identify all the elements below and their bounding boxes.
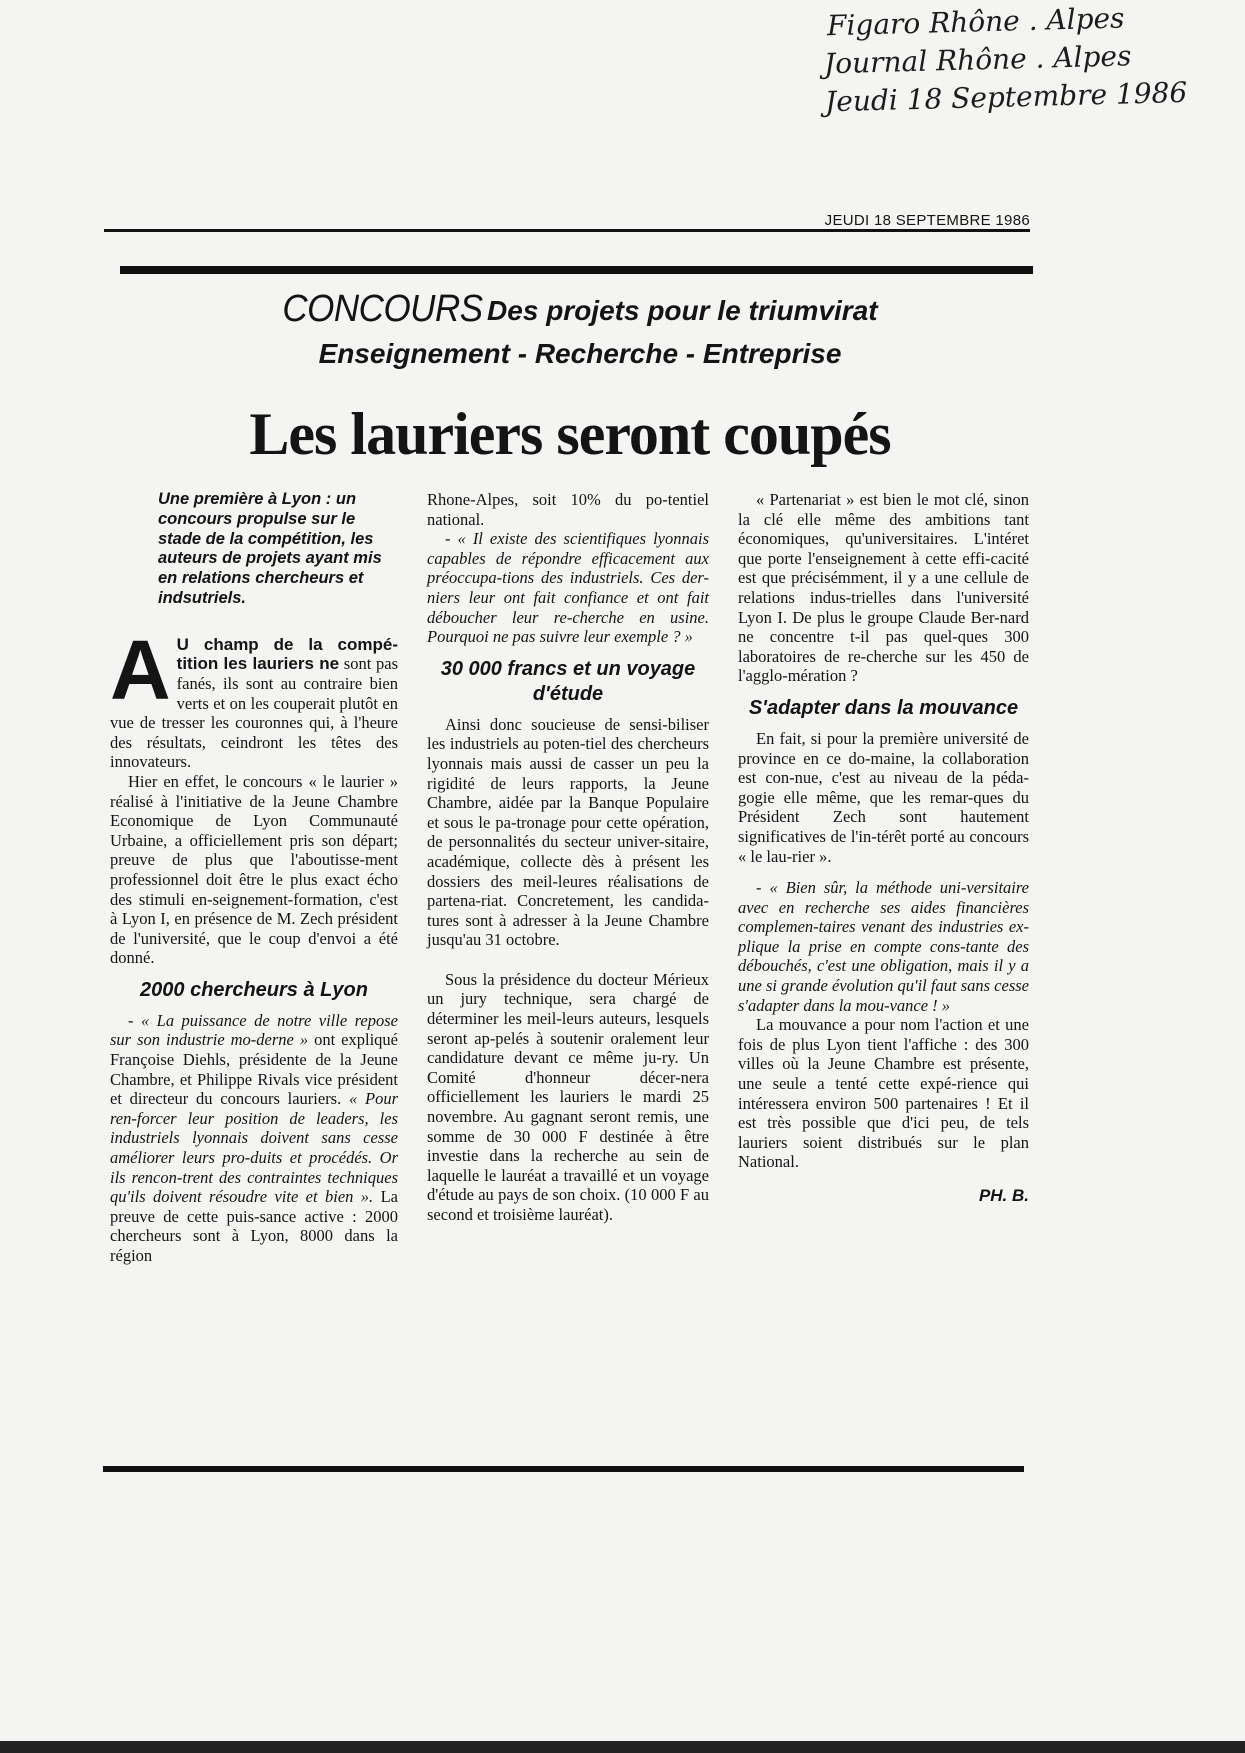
kicker (150, 287, 1010, 373)
lede: Une première à Lyon : un concours propulse sur le stade de la compétition, les auteurs de projets ayant mis en relations chercheurs et indsutriels. (158, 490, 382, 607)
bottom-rule (103, 1466, 1024, 1472)
paragraph-9: En fait, si pour la première université de province en ce do-maine, la collaboration est con-nue, c'est au niveau de la péda-gogie elle même, que les remar-ques du Président Zech sont hautement significatives de l'in-térêt porté au concours « le lau-rier ». (738, 728, 1029, 866)
paragraph-7: Sous la présidence du docteur Mérieux un jury technique, sera chargé de déterminer les meil-leurs auteurs, lesquels seront ap-pelés à soutenir oralement leur candidature devant ce même ju-ry. Un Comité d'honneur décer-nera officiellement les lauriers le mardi 25 novembre. Au gagnant seront remis, une somme de 30 000 F destinée à être investie dans la recherche au sein de laquelle le lauréat a travaillé et un voyage d'étude au pays de son choix. (10 000 F au second et troisième lauréat). (427, 969, 709, 1224)
handwritten-line-1: Figaro Rhône . Alpes (826, 1, 1125, 43)
dateline: JEUDI 18 SEPTEMBRE 1986 (824, 212, 1030, 229)
quote-puissance: - « La puissance de notre ville repose sur son industrie mo-derne » (110, 1010, 398, 1050)
quote-scientifiques: - « Il existe des scientifiques lyonnais capables de répondre efficacement aux préoccupa-tions des industriels. Ces der-niers leur ont fait confiance et ont fait déboucher leur re-cherche en usine. Pourquoi ne pas suivre leur exemple ? » (427, 529, 709, 647)
paragraph-4: Rhone-Alpes, soit 10% du po-tentiel national. (427, 490, 709, 529)
subhead-30000-francs: 30 000 francs et un voyage d'étude (440, 657, 696, 705)
kicker-subtitle-line2: Enseignement - Recherche - Entreprise (318, 338, 842, 369)
paragraph-1: sont pas fanés, ils sont au contraire bien verts et on les couperait plutôt en vue de tresser les couronnes qui, à l'heure des résultats, ceindront les têtes des innovateurs. (110, 654, 398, 772)
paragraph-3 (110, 1011, 398, 1266)
headline: Les lauriers seront coupés (249, 401, 891, 467)
scan-edge (0, 1741, 1245, 1753)
handwritten-line-2: Journal Rhône . Alpes (823, 39, 1132, 81)
paragraph-3-text: ont expliqué Françoise Diehls, présidente de la Jeune Chambre, et Philippe Rivals vice président et directeur du concours lauriers. (110, 1030, 398, 1109)
article-column-3 (738, 490, 1029, 1206)
opening-words: U champ de la compé-tition les lauriers ne (176, 634, 398, 674)
top-rule-thick (120, 266, 1033, 274)
kicker-subtitle: Des projets pour le triumvirat (487, 295, 878, 326)
kicker-tag: CONCOURS (282, 287, 483, 330)
paragraph-11: La mouvance a pour nom l'action et une fois de plus Lyon tient l'affiche : des 300 villes où la Jeune Chambre est présente, une seule a tenté cette expé-rience qui intéressera environ 500 partenaires ! Et il est très possible que d'ici peu, de tels lauriers soient distribués sur le plan National. (738, 1015, 1029, 1172)
handwritten-annotation (823, 0, 1230, 121)
subhead-2000-chercheurs: 2000 chercheurs à Lyon (140, 978, 368, 1001)
quote-leaders: « Pour ren-forcer leur position de leaders, les industriels lyonnais doivent sans cesse améliorer leurs pro-duits et procédés. Or ils rencon-trent des contraintes techniques qu'ils doivent résoudre vite et bien ». (110, 1089, 399, 1207)
paragraph-6: Ainsi donc soucieuse de sensi-biliser les industriels au poten-tiel des chercheurs lyonnais mais aussi de casser un peu la rigidité de leurs rapports, la Jeune Chambre, aidée par la Banque Populaire et sous le pa-tronage pour cette opération, de personnalités du secteur univer-sitaire, académique, collecte dès à présent les dossiers des meil-leures réalisations de partena-riat. Concretement, les candida-tures sont à adresser à la Jeune Chambre jusqu'au 31 octobre. (427, 714, 709, 950)
article-column-1 (110, 490, 398, 1266)
paragraph-2: Hier en effet, le concours « le laurier » réalisé à l'initiative de la Jeune Chambre Economique de Lyon Communauté Urbaine, a officiellement pris son départ; preuve de plus que l'aboutisse-ment professionnel doit être le plus exact écho des stimuli en-seignement-formation, c'est à Lyon I, en présence de M. Zech président de l'université, que le coup d'envoi a été donné. (110, 771, 398, 968)
top-rule-thin (104, 229, 1030, 232)
paragraph-3-end: La preuve de cette puis-sance active : 2000 chercheurs sont à Lyon, 8000 dans la région (110, 1187, 398, 1265)
opening-paragraph (110, 622, 398, 772)
subhead-s-adapter: S'adapter dans la mouvance (748, 696, 1019, 719)
paragraph-8: « Partenariat » est bien le mot clé, sinon la clé elle même des ambitions tant économiques, qu'universitaires. L'intéret que porte l'enseignement à cette effi-cacité est que précisémment, il y a une cellule de relations indus-trielles dans l'université Lyon I. De plus le groupe Claude Ber-nard ne concentre t-il pas quel-ques 300 laboratoires de re-cherche sur les 450 de l'agglo-mération ? (738, 490, 1029, 686)
quote-methode: - « Bien sûr, la méthode uni-versitaire avec en recherche ses aides financières complemen-taires venant des industries ex-plique la prise en compte cons-tante des débouchés, c'est une obligation, mais il y a une si grande évolution qu'il faut sans cesse s'adapter dans la mou-vance ! » (738, 878, 1029, 1015)
byline-signature: PH. B. (978, 1186, 1029, 1205)
dropcap: A (110, 622, 171, 717)
handwritten-line-3: Jeudi 18 Septembre 1986 (824, 75, 1188, 119)
article-column-2 (427, 490, 709, 1225)
